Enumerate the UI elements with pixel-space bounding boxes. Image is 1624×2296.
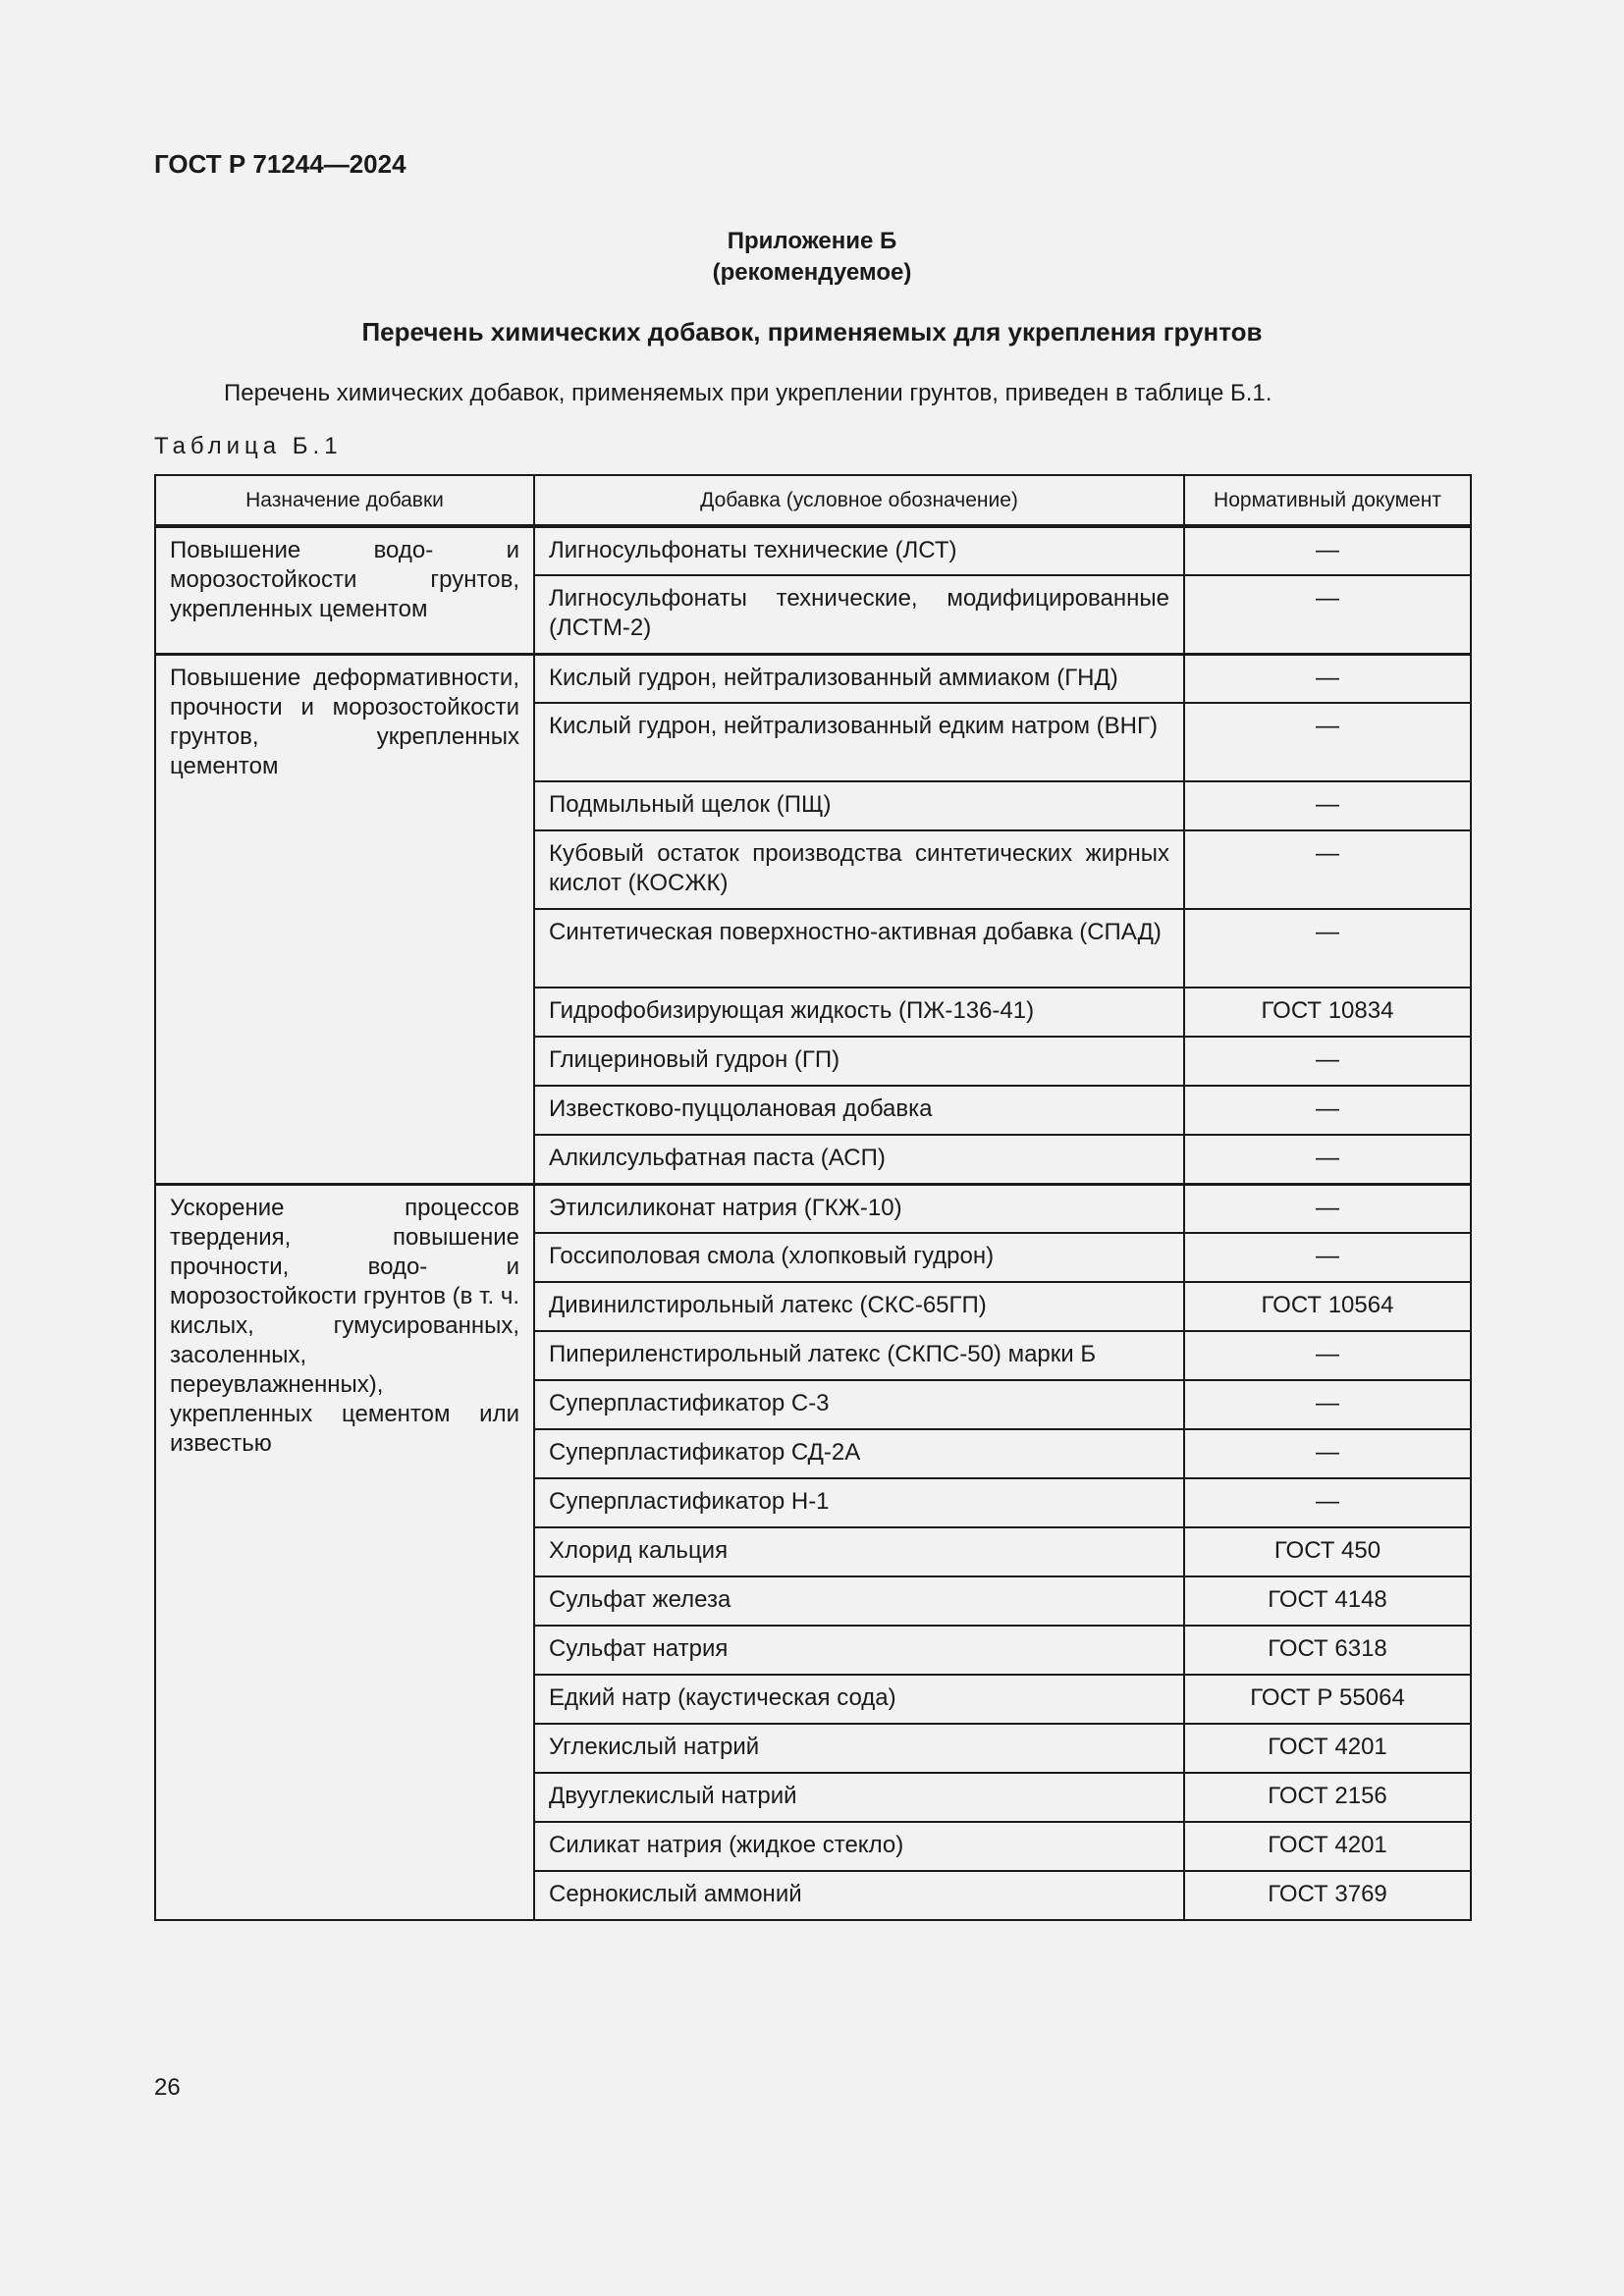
additive-cell: Сернокислый аммоний <box>534 1871 1184 1920</box>
document-cell: — <box>1184 1037 1471 1086</box>
appendix-title: Приложение Б <box>727 228 897 254</box>
additive-cell: Кислый гудрон, нейтрализованный аммиаком (ГНД) <box>534 654 1184 703</box>
document-cell: — <box>1184 1135 1471 1184</box>
document-cell: — <box>1184 1478 1471 1527</box>
additive-cell: Суперпластификатор С-3 <box>534 1380 1184 1429</box>
additive-cell: Известково-пуццолановая добавка <box>534 1086 1184 1135</box>
additive-cell: Синтетическая поверхностно-активная добавка (СПАД) <box>534 909 1184 988</box>
page-number: 26 <box>154 2074 181 2101</box>
additive-cell: Глицериновый гудрон (ГП) <box>534 1037 1184 1086</box>
column-header-additive: Добавка (условное обозначение) <box>534 475 1184 526</box>
additive-cell: Хлорид кальция <box>534 1527 1184 1576</box>
document-cell: — <box>1184 575 1471 654</box>
document-cell: ГОСТ 10564 <box>1184 1282 1471 1331</box>
additive-cell: Этилсиликонат натрия (ГКЖ-10) <box>534 1184 1184 1233</box>
additive-cell: Сульфат железа <box>534 1576 1184 1626</box>
document-cell: ГОСТ 4201 <box>1184 1822 1471 1871</box>
column-header-purpose: Назначение добавки <box>155 475 534 526</box>
document-cell: — <box>1184 909 1471 988</box>
additive-cell: Едкий натр (каустическая сода) <box>534 1675 1184 1724</box>
appendix-heading <box>0 226 1624 289</box>
appendix-subtitle: (рекомендуемое) <box>712 259 912 286</box>
document-cell: — <box>1184 830 1471 909</box>
additive-cell: Пипериленстирольный латекс (СКПС-50) марки Б <box>534 1331 1184 1380</box>
additive-cell: Сульфат натрия <box>534 1626 1184 1675</box>
document-cell: — <box>1184 1429 1471 1478</box>
document-cell: — <box>1184 1331 1471 1380</box>
table-caption: Таблица Б.1 <box>154 433 343 459</box>
additive-cell: Гидрофобизирующая жидкость (ПЖ-136-41) <box>534 988 1184 1037</box>
additive-cell: Подмыльный щелок (ПЩ) <box>534 781 1184 830</box>
purpose-cell: Повышение водо- и морозостойкости грунтов, укрепленных цементом <box>155 526 534 654</box>
document-header: ГОСТ Р 71244—2024 <box>154 149 406 179</box>
additive-cell: Дивинилстирольный латекс (СКС-65ГП) <box>534 1282 1184 1331</box>
document-cell: ГОСТ 4201 <box>1184 1724 1471 1773</box>
additive-cell: Алкилсульфатная паста (АСП) <box>534 1135 1184 1184</box>
additive-cell: Лигносульфонаты технические (ЛСТ) <box>534 526 1184 575</box>
section-title: Перечень химических добавок, применяемых для укрепления грунтов <box>361 317 1263 347</box>
document-cell: — <box>1184 526 1471 575</box>
additive-cell: Госсиполовая смола (хлопковый гудрон) <box>534 1233 1184 1282</box>
additive-cell: Силикат натрия (жидкое стекло) <box>534 1822 1184 1871</box>
document-cell: ГОСТ 2156 <box>1184 1773 1471 1822</box>
additives-table <box>154 474 1472 1921</box>
document-cell: — <box>1184 1184 1471 1233</box>
document-cell: ГОСТ 10834 <box>1184 988 1471 1037</box>
table-row <box>155 654 1471 703</box>
document-cell: — <box>1184 703 1471 781</box>
intro-paragraph: Перечень химических добавок, применяемых при укреплении грунтов, приведен в таблице Б.1. <box>224 380 1272 406</box>
document-cell: ГОСТ 3769 <box>1184 1871 1471 1920</box>
table-header-row <box>155 475 1471 526</box>
document-cell: ГОСТ 6318 <box>1184 1626 1471 1675</box>
document-cell: — <box>1184 781 1471 830</box>
document-cell: — <box>1184 1380 1471 1429</box>
table-row <box>155 526 1471 575</box>
purpose-cell: Ускорение процессов твердения, повышение прочности, водо- и морозостойкости грунтов (в т. ч. кислых, гумусированных, засоленных, переувлажненных), укрепленных цементом или известью <box>155 1184 534 1920</box>
additive-cell: Суперпластификатор Н-1 <box>534 1478 1184 1527</box>
purpose-cell: Повышение деформативности, прочности и морозостойкости грунтов, укрепленных цементом <box>155 654 534 1184</box>
additive-cell: Суперпластификатор СД-2А <box>534 1429 1184 1478</box>
document-cell: — <box>1184 1233 1471 1282</box>
additive-cell: Лигносульфонаты технические, модифицированные (ЛСТМ-2) <box>534 575 1184 654</box>
column-header-document: Нормативный документ <box>1184 475 1471 526</box>
table-row <box>155 1184 1471 1233</box>
document-cell: — <box>1184 654 1471 703</box>
document-cell: ГОСТ 450 <box>1184 1527 1471 1576</box>
document-cell: — <box>1184 1086 1471 1135</box>
document-cell: ГОСТ 4148 <box>1184 1576 1471 1626</box>
additive-cell: Кислый гудрон, нейтрализованный едким натром (ВНГ) <box>534 703 1184 781</box>
document-cell: ГОСТ Р 55064 <box>1184 1675 1471 1724</box>
additive-cell: Углекислый натрий <box>534 1724 1184 1773</box>
additive-cell: Двууглекислый натрий <box>534 1773 1184 1822</box>
additive-cell: Кубовый остаток производства синтетических жирных кислот (КОСЖК) <box>534 830 1184 909</box>
